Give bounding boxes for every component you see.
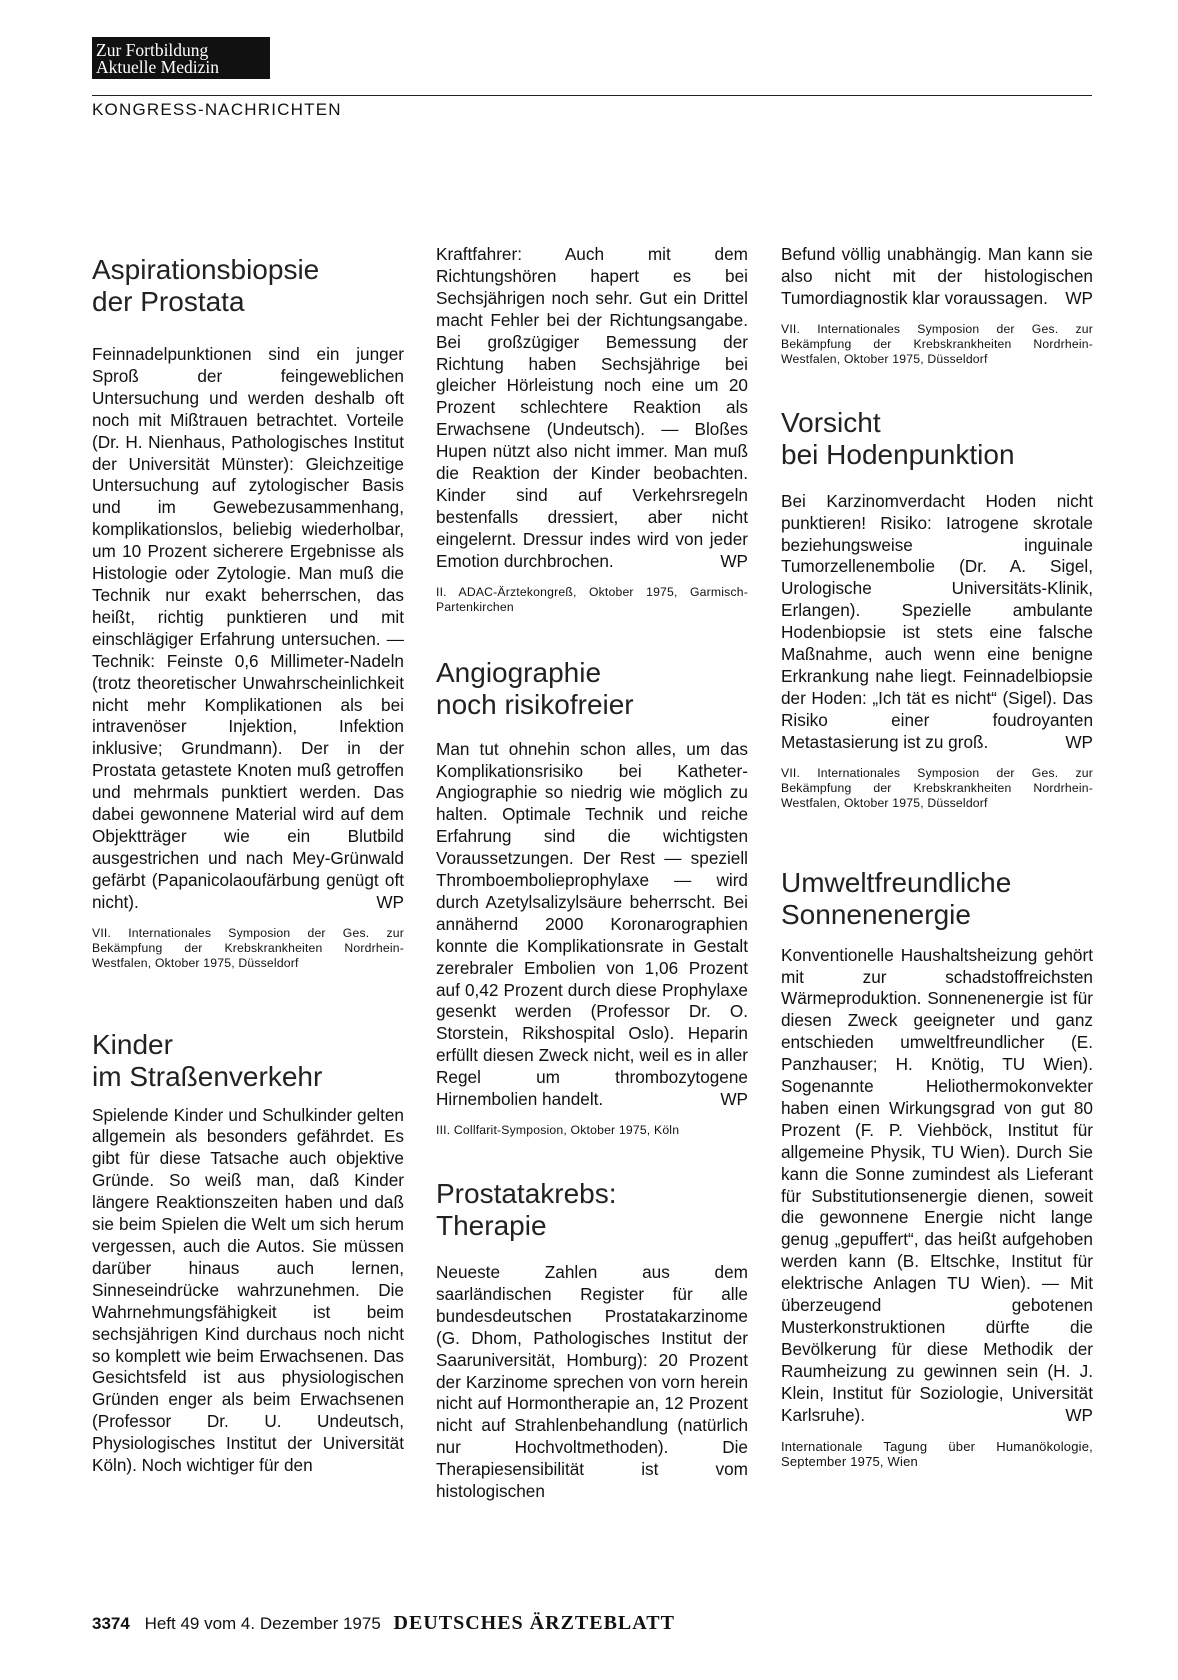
body-text: Konventionelle Haushaltsheizung gehört mit zur schadstoffreichsten Wärmeproduktion. Sonnenenergie ist für diesen Zweck geeigneter und ganz entschieden umweltfreundlicher (E. Panzhauser; H. Knötig, TU Wien). Sogenannte Heliothermokonvekter haben einen Wirkungsgrad von gut 80 Prozent (F. P. Viehböck, Institut für allgemeine Physik, TU Wien). Durch Sie kann die Sonne zumindest als Lieferant für Substitutionsenergie dienen, soweit die gewonnene Energie nicht lange genug „gepuffert“, das heißt aufgehoben werden kann (B. Eltschke, Institut für elektrische Anlagen TU Wien). — Mit überzeugend gebotenen Musterkonstruktionen dürfte die Bevölkerung für diese Methodik der Raumheizung zu gewinnen sein (H. J. Klein, Institut für Soziologie, Universität Karlsruhe). [781, 944, 1093, 1425]
article-title [781, 867, 1093, 931]
title-line: Therapie [436, 1210, 547, 1241]
title-line: Angiographie [436, 656, 602, 688]
article-source: III. Collfarit-Symposion, Oktober 1975, Köln [436, 1123, 680, 1137]
article-source: VII. Internationales Symposion der Ges. zur Bekämpfung der Krebskrankheiten Nordrhein-Westfalen, Oktober 1975, Düsseldorf [781, 765, 1093, 810]
badge-line-1: Zur Fortbildung [96, 40, 209, 60]
title-line: im Straßenverkehr [92, 1060, 323, 1092]
title-line: Umweltfreundliche [781, 866, 1012, 898]
article-title [436, 1178, 748, 1242]
section-heading: KONGRESS-NACHRICHTEN [92, 100, 342, 119]
body-text: Kraftfahrer: Auch mit dem Richtungshören hapert es bei Sechsjährigen noch sehr. Gut ein Drittel macht Fehler bei der Richtungsangabe. Bei großzügiger Bemessung der Richtung haben Sechsjährige bei gleicher Hörleistung noch eine um 20 Prozent schlechtere Reaktion als Erwachsene (Undeutsch). — Bloßes Hupen nützt also nicht immer. Man muß die Reaktion der Kinder beobachten. Kinder sind auf Verkehrsregeln bestenfalls dressiert, aber nicht eingelernt. Dressur indes wird von jeder Emotion durchbrochen. [436, 244, 748, 571]
article-title [781, 407, 1093, 471]
journal-name: DEUTSCHES ÄRZTEBLATT [393, 1612, 675, 1634]
title-line: noch risikofreier [436, 688, 634, 720]
title-line: Aspirationsbiopsie [92, 254, 320, 285]
author-signature: WP [720, 1089, 748, 1110]
column-2 [436, 244, 748, 1503]
title-line: Kinder [92, 1028, 173, 1060]
title-line: Vorsicht [781, 406, 881, 438]
title-line: Sonnenenergie [781, 898, 971, 930]
article-body: Neueste Zahlen aus dem saarländischen Register für alle bundesdeutschen Prostatakarzinome (G. Dhom, Pathologisches Institut der Saaruniversität, Homburg): 20 Prozent der Karzinome sprechen von vorn herein nicht auf Hormontherapie an, 12 Prozent nicht auf Strahlenbehandlung (natürlich nur Hochvoltmethoden). Die Therapiesensibilität ist vom histologischen [436, 1262, 748, 1502]
article-body [436, 244, 748, 573]
article-title [92, 254, 404, 318]
body-text: Befund völlig unabhängig. Man kann sie also nicht mit der histologischen Tumordiagnostik klar voraussagen. [781, 244, 1093, 308]
article-body [436, 739, 748, 1111]
article-source: VII. Internationales Symposion der Ges. zur Bekämpfung der Krebskrankheiten Nordrhein-Westfalen, Oktober 1975, Düsseldorf [781, 321, 1093, 366]
badge-line-2: Aktuelle Medizin [96, 57, 219, 77]
page-footer [92, 1612, 675, 1635]
body-text: Feinnadelpunktionen sind ein junger Sproß der feingeweblichen Untersuchung und werden deshalb oft noch mit Mißtrauen betrachtet. Vorteile (Dr. H. Nienhaus, Pathologisches Institut der Universität Münster): Gleichzeitige Untersuchung auf zytologischer Basis und im Gewebezusammenhang, komplikationslos, beliebig wiederholbar, um 10 Prozent sicherere Ergebnisse als Histologie oder Zytologie. Man muß die Technik nur exakt beherrschen, das heißt, richtig punktieren und mit einschlägiger Erfahrung untersuchen. — Technik: Feinste 0,6 Millimeter-Nadeln (trotz theoretischer Unwahrscheinlichkeit nicht mehr Komplikationen als bei intravenöser Injektion, Infektion inklusive; Grundmann). Der in der Prostata getastete Knoten muß getroffen und mehrmals punktiert werden. Das dabei gewonnene Material wird auf dem Objektträger wie ein Blutbild ausgestrichen und nach Mey-Grünwald gefärbt (Papanicolaoufärbung genügt oft nicht). [92, 344, 404, 912]
category-badge [92, 37, 270, 79]
author-signature: WP [1065, 1404, 1093, 1425]
author-signature: WP [376, 891, 404, 912]
issue-info: Heft 49 vom 4. Dezember 1975 [144, 1614, 381, 1633]
author-signature: WP [1065, 287, 1093, 308]
title-line: der Prostata [92, 286, 245, 317]
body-text: Bei Karzinomverdacht Hoden nicht punktieren! Risiko: Iatrogene skrotale beziehungsweise inguinale Tumorzellenembolie (Dr. A. Sigel, Urologische Universitäts-Klinik, Erlangen). Spezielle ambulante Hodenbiopsie ist stets eine falsche Maßnahme, auch wenn eine benigne Erkrankung nahe liegt. Feinnadelbiopsie der Hoden: „Ich tät es nicht“ (Sigel). Das Risiko einer foudroyanten Metastasierung ist zu groß. [781, 490, 1093, 752]
column-3 [781, 244, 1093, 1469]
title-line: bei Hodenpunktion [781, 438, 1015, 470]
article-title [92, 1029, 404, 1093]
body-text: Man tut ohnehin schon alles, um das Komplikationsrisiko bei Katheter-Angiographie so niedrig wie möglich zu halten. Optimale Technik und reiche Erfahrung sind die wichtigsten Voraussetzungen. Der Rest — speziell Thromboembolieprophylaxe — wird durch Azetylsalizylsäure beherrscht. Bei annähernd 2000 Koronarographien konnte die Komplikationsrate in Gestalt zerebraler Embolien von 1,06 Prozent auf 0,42 Prozent durch diese Prophylaxe gesenkt werden (Professor Dr. O. Storstein, Rikshospital Oslo). Heparin erfüllt diesen Zweck nicht, weil es in aller Regel um thrombozytogene Hirnembolien handelt. [436, 738, 748, 1110]
author-signature: WP [1065, 731, 1093, 752]
article-source: VII. Internationales Symposion der Ges. zur Bekämpfung der Krebskrankheiten Nordrhein-Westfalen, Oktober 1975, Düsseldorf [92, 925, 404, 970]
article-title [436, 657, 748, 721]
title-line: Prostatakrebs: [436, 1178, 617, 1209]
page-number: 3374 [92, 1614, 130, 1633]
header-rule [92, 95, 1092, 96]
article-source: II. ADAC-Ärztekongreß, Oktober 1975, Garmisch-Partenkirchen [436, 584, 748, 614]
article-body [781, 945, 1093, 1427]
article-body: Spielende Kinder und Schulkinder gelten allgemein als besonders gefährdet. Es gibt für diese Tatsache auch objektive Gründe. So weiß man, daß Kinder längere Reaktionszeiten haben und daß sie beim Spielen die Welt um sich herum vergessen, auch die Autos. Sie müssen darüber hinaus auch lernen, Sinneseindrücke wahrzunehmen. Die Wahrnehmungsfähigkeit ist beim sechsjährigen Kind durchaus noch nicht so komplett wie beim Erwachsenen. Das Gesichtsfeld ist aus physiologischen Gründen enger als beim Erwachsenen (Professor Dr. U. Undeutsch, Physiologisches Institut der Universität Köln). Noch wichtiger für den [92, 1104, 404, 1476]
article-body [781, 244, 1093, 310]
article-source: Internationale Tagung über Humanökologie, September 1975, Wien [781, 1438, 1093, 1469]
article-body [781, 491, 1093, 754]
column-1 [92, 254, 404, 1477]
article-body [92, 344, 404, 914]
author-signature: WP [720, 550, 748, 571]
